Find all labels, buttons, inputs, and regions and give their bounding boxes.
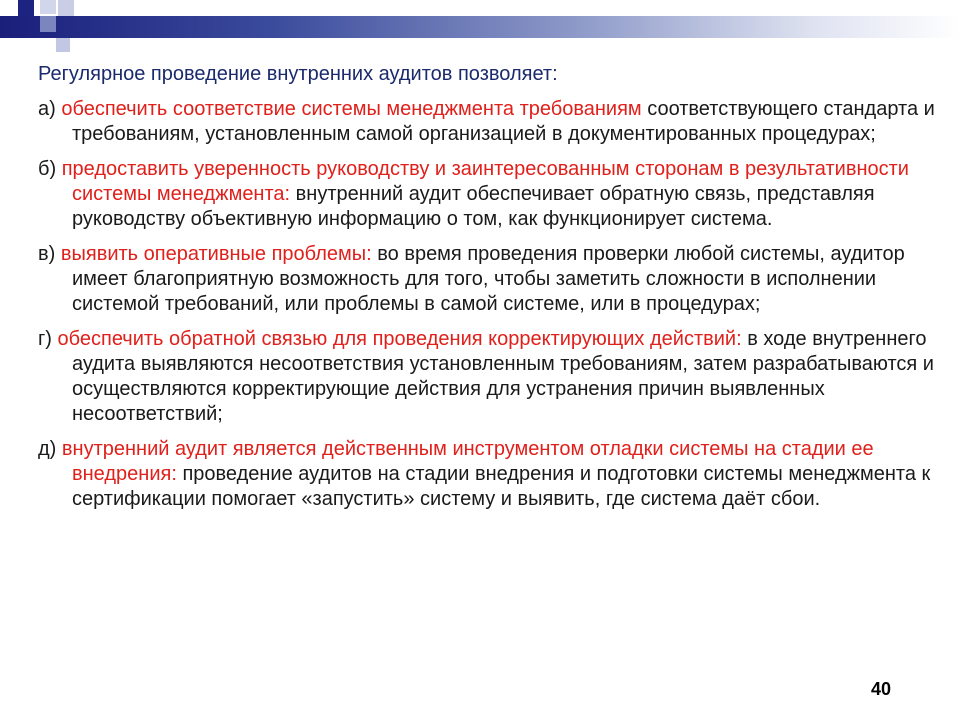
- item-letter: г): [38, 328, 52, 350]
- item-highlight: обеспечить соответствие системы менеджмента требованиям: [61, 98, 642, 120]
- item-highlight: выявить оперативные проблемы:: [60, 243, 372, 265]
- list-item-d: [38, 437, 938, 512]
- item-text: проведение аудитов на стадии внедрения и подготовки системы менеджмента к сертификации помогает «запустить» систему и выявить, где система даёт сбои.: [72, 463, 931, 510]
- list-item-v: [38, 242, 938, 317]
- deco-square: [40, 16, 56, 32]
- deco-square: [40, 0, 56, 14]
- gradient-bar: [0, 16, 960, 38]
- item-text: во время проведения проверки любой системы, аудитор имеет благоприятную возможность для того, чтобы заметить сложности в исполнении системой требований, или проблемы в самой системе, или в процедурах;: [72, 243, 905, 315]
- item-highlight: внутренний аудит является действенным инструментом отладки системы на стадии ее внедрения:: [61, 438, 874, 485]
- item-highlight: обеспечить обратной связью для проведения корректирующих действий:: [57, 328, 742, 350]
- deco-square: [58, 0, 74, 16]
- deco-square: [56, 38, 70, 52]
- item-letter: б): [38, 158, 57, 180]
- item-text: в ходе внутреннего аудита выявляются несоответствия установленным требованиям, затем разрабатываются и осуществляются корректирующие действия для устранения причин выявленных несоответствий;: [72, 328, 934, 425]
- item-text: соответствующего стандарта и требованиям, установленным самой организацией в документированных процедурах;: [72, 98, 935, 145]
- item-letter: а): [38, 98, 56, 120]
- item-highlight: предоставить уверенность руководству и заинтересованным сторонам в результативности системы менеджмента:: [61, 158, 909, 205]
- list-item-b: [38, 157, 938, 232]
- item-letter: д): [38, 438, 57, 460]
- page-number: 40: [871, 679, 892, 699]
- slide-heading: Регулярное проведение внутренних аудитов позволяет:: [38, 63, 558, 85]
- list-item-g: [38, 327, 938, 427]
- item-letter: в): [38, 243, 56, 265]
- deco-square: [18, 0, 34, 16]
- list-item-a: [38, 97, 938, 147]
- slide-content: [38, 62, 938, 522]
- item-text: внутренний аудит обеспечивает обратную связь, представляя руководству объективную информацию о том, как функционирует система.: [72, 183, 875, 230]
